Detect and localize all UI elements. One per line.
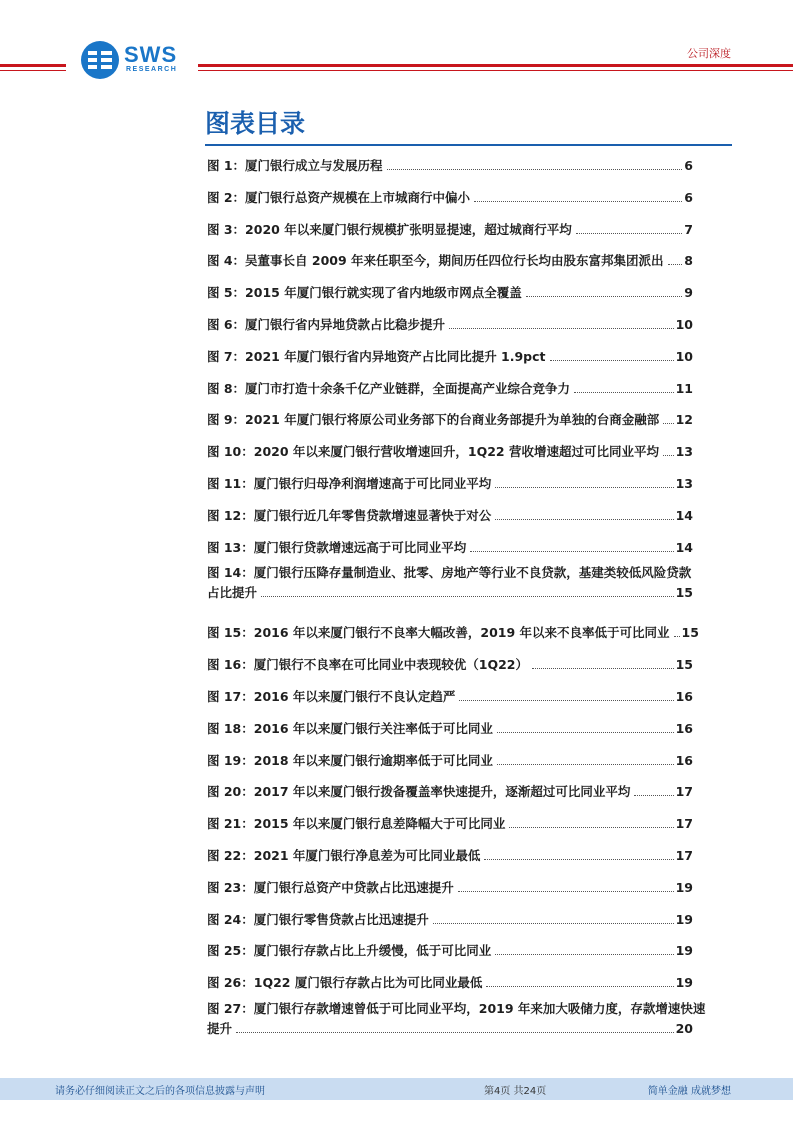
toc-entry-label: 图 4：吴董事长自 2009 年来任职至今，期间历任四位行长均由股东富邦集团派出 (207, 253, 664, 269)
toc-entry-label: 图 7：2021 年厦门银行省内异地资产占比同比提升 1.9pct (207, 348, 546, 364)
toc-entry-label: 图 21：2015 年以来厦门银行息差降幅大于可比同业 (207, 816, 506, 832)
toc-leader-dots (574, 392, 674, 393)
toc-entry-page: 17 (675, 848, 693, 864)
title-underline (205, 144, 732, 146)
footer-slogan: 简单金融 成就梦想 (647, 1086, 731, 1097)
toc-entry-page: 13 (675, 444, 693, 460)
toc-entry[interactable] (207, 912, 693, 928)
toc-entry-label: 图 18：2016 年以来厦门银行关注率低于可比同业 (207, 720, 493, 736)
page-number: 第4页 共24页 (484, 1086, 547, 1097)
toc-entry[interactable] (207, 444, 693, 460)
toc-entry[interactable] (207, 721, 693, 737)
toc-entry-page: 15 (675, 585, 693, 601)
toc-entry[interactable] (207, 848, 693, 864)
toc-entry-page: 9 (684, 285, 693, 301)
toc-entry[interactable] (207, 222, 693, 238)
toc-entry-page: 13 (675, 476, 693, 491)
toc-entry-page: 6 (684, 158, 693, 173)
logo-text: SWS (124, 42, 178, 67)
toc-leader-dots (550, 360, 674, 361)
toc-entry-label: 图 10：2020 年以来厦门银行营收增速回升，1Q22 营收增速超过可比同业平均 (207, 444, 659, 460)
toc-entry-page: 10 (675, 348, 693, 364)
toc-leader-dots (532, 668, 674, 669)
toc-entry-label: 图 6：厦门银行省内异地贷款占比稳步提升 (207, 317, 446, 332)
toc-leader-dots (497, 764, 674, 765)
toc-leader-dots (236, 1032, 674, 1033)
toc-entry[interactable] (207, 158, 693, 174)
sws-logo-icon (80, 40, 120, 80)
toc-entry[interactable] (207, 476, 693, 492)
toc-leader-dots (509, 827, 673, 828)
toc-leader-dots (495, 487, 673, 488)
toc-entry-label: 图 11：厦门银行归母净利润增速高于可比同业平均 (207, 476, 492, 491)
toc-entry[interactable] (207, 943, 693, 959)
toc-entry[interactable] (207, 540, 693, 556)
toc-entry-page: 16 (675, 752, 693, 768)
toc-entry-label: 图 12：厦门银行近几年零售贷款增速显著快于对公 (207, 507, 492, 523)
header-rule (0, 64, 66, 67)
toc-entry-label: 图 27：厦门银行存款增速曾低于可比同业平均，2019 年来加大吸储力度，存款增速快速 (207, 1001, 706, 1017)
header-rule (198, 70, 793, 71)
logo (80, 40, 190, 84)
toc-entry-page: 17 (675, 816, 693, 832)
toc-leader-dots (576, 233, 683, 234)
toc-leader-dots (387, 169, 683, 170)
toc-entry[interactable] (207, 689, 693, 705)
toc-leader-dots (470, 551, 673, 552)
toc-entry-page: 19 (675, 975, 693, 991)
toc-leader-dots (495, 954, 673, 955)
toc-entry-page: 6 (684, 189, 693, 205)
toc-entry-page: 15 (681, 625, 699, 641)
toc-entry[interactable] (207, 565, 693, 601)
toc-entry-page: 16 (675, 720, 693, 736)
toc-leader-dots (495, 519, 673, 520)
toc-entry-label-continued: 占比提升 (207, 585, 258, 601)
toc-entry[interactable] (207, 816, 693, 832)
toc-leader-dots (497, 732, 674, 733)
document-type: 公司深度 (687, 47, 731, 60)
toc-entry-label: 图 8：厦门市打造十余条千亿产业链群，全面提高产业综合竞争力 (207, 380, 571, 396)
toc-leader-dots (433, 923, 674, 924)
toc-entry-label: 图 2：厦门银行总资产规模在上市城商行中偏小 (207, 189, 471, 205)
toc-entry-label: 图 9：2021 年厦门银行将原公司业务部下的台商业务部提升为单独的台商金融部 (207, 412, 660, 428)
toc-entry-label: 图 22：2021 年厦门银行净息差为可比同业最低 (207, 848, 481, 864)
toc-entry-page: 19 (675, 911, 693, 927)
toc-entry-label: 图 19：2018 年以来厦门银行逾期率低于可比同业 (207, 752, 493, 768)
footer-disclaimer: 请务必仔细阅读正文之后的各项信息披露与声明 (55, 1086, 265, 1097)
toc-entry[interactable] (207, 753, 693, 769)
toc-entry[interactable] (207, 657, 693, 673)
toc-entry[interactable] (207, 285, 693, 301)
toc-entry-page: 7 (684, 221, 693, 237)
toc-entry-page: 8 (684, 253, 693, 269)
toc-entry[interactable] (207, 784, 693, 800)
toc-entry[interactable] (207, 349, 693, 365)
toc-entry-page: 17 (675, 784, 693, 800)
toc-entry[interactable] (207, 1001, 706, 1037)
toc-leader-dots (458, 891, 674, 892)
toc-leader-dots (526, 296, 683, 297)
toc-leader-dots (449, 328, 674, 329)
toc-entry-label: 图 20：2017 年以来厦门银行拨备覆盖率快速提升，逐渐超过可比同业平均 (207, 784, 631, 800)
toc-entry-label: 图 24：厦门银行零售贷款占比迅速提升 (207, 911, 429, 927)
toc-entry[interactable] (207, 412, 693, 428)
toc-entry-label: 图 5：2015 年厦门银行就实现了省内地级市网点全覆盖 (207, 285, 522, 301)
toc-entry[interactable] (207, 190, 693, 206)
toc-leader-dots (634, 795, 673, 796)
toc-entry-label: 图 23：厦门银行总资产中贷款占比迅速提升 (207, 879, 454, 895)
toc-entry-label: 图 1：厦门银行成立与发展历程 (207, 158, 383, 173)
toc-entry[interactable] (207, 625, 699, 641)
toc-entry[interactable] (207, 317, 693, 333)
header-rule (198, 64, 793, 67)
toc-entry-page: 19 (675, 879, 693, 895)
toc-entry[interactable] (207, 880, 693, 896)
toc-entry-label: 图 15：2016 年以来厦门银行不良率大幅改善，2019 年以来不良率低于可比同业 (207, 625, 670, 641)
toc-entry-label: 图 14：厦门银行压降存量制造业、批零、房地产等行业不良贷款，基建类较低风险贷款 (207, 565, 692, 581)
toc-entry-label: 图 17：2016 年以来厦门银行不良认定趋严 (207, 689, 456, 705)
logo-subtext: RESEARCH (126, 66, 178, 73)
toc-entry-page: 10 (675, 317, 693, 332)
toc-leader-dots (459, 700, 673, 701)
toc-entry-page: 12 (675, 412, 693, 428)
toc-entry[interactable] (207, 508, 693, 524)
toc-entry-page: 14 (675, 507, 693, 523)
footer (0, 1078, 793, 1100)
toc-entry-label: 图 3：2020 年以来厦门银行规模扩张明显提速，超过城商行平均 (207, 221, 572, 237)
toc-entry[interactable] (207, 975, 693, 991)
toc-entry-page: 15 (675, 657, 693, 673)
toc-leader-dots (668, 264, 683, 265)
header-rule (0, 70, 66, 71)
toc-entry-page: 14 (675, 539, 693, 555)
toc-leader-dots (261, 596, 674, 597)
toc-entry-label: 图 26：1Q22 厦门银行存款占比为可比同业最低 (207, 975, 483, 991)
toc-entry-label: 图 13：厦门银行贷款增速远高于可比同业平均 (207, 539, 467, 555)
toc-entry-page: 20 (675, 1021, 693, 1037)
toc-leader-dots (663, 423, 673, 424)
page-title: 图表目录 (205, 109, 306, 138)
toc-leader-dots (484, 859, 673, 860)
toc-entry-label-continued: 提升 (207, 1021, 233, 1037)
toc-entry-label: 图 25：厦门银行存款占比上升缓慢，低于可比同业 (207, 943, 492, 959)
toc-entry-label: 图 16：厦门银行不良率在可比同业中表现较优（1Q22） (207, 657, 528, 673)
toc-entry-page: 19 (675, 943, 693, 959)
toc-entry[interactable] (207, 381, 693, 397)
toc-leader-dots (486, 986, 673, 987)
toc-entry[interactable] (207, 253, 693, 269)
toc-leader-dots (474, 201, 682, 202)
toc-leader-dots (663, 455, 674, 456)
toc-entry-page: 11 (675, 380, 693, 396)
toc-leader-dots (674, 636, 680, 637)
toc-entry-page: 16 (675, 689, 693, 705)
